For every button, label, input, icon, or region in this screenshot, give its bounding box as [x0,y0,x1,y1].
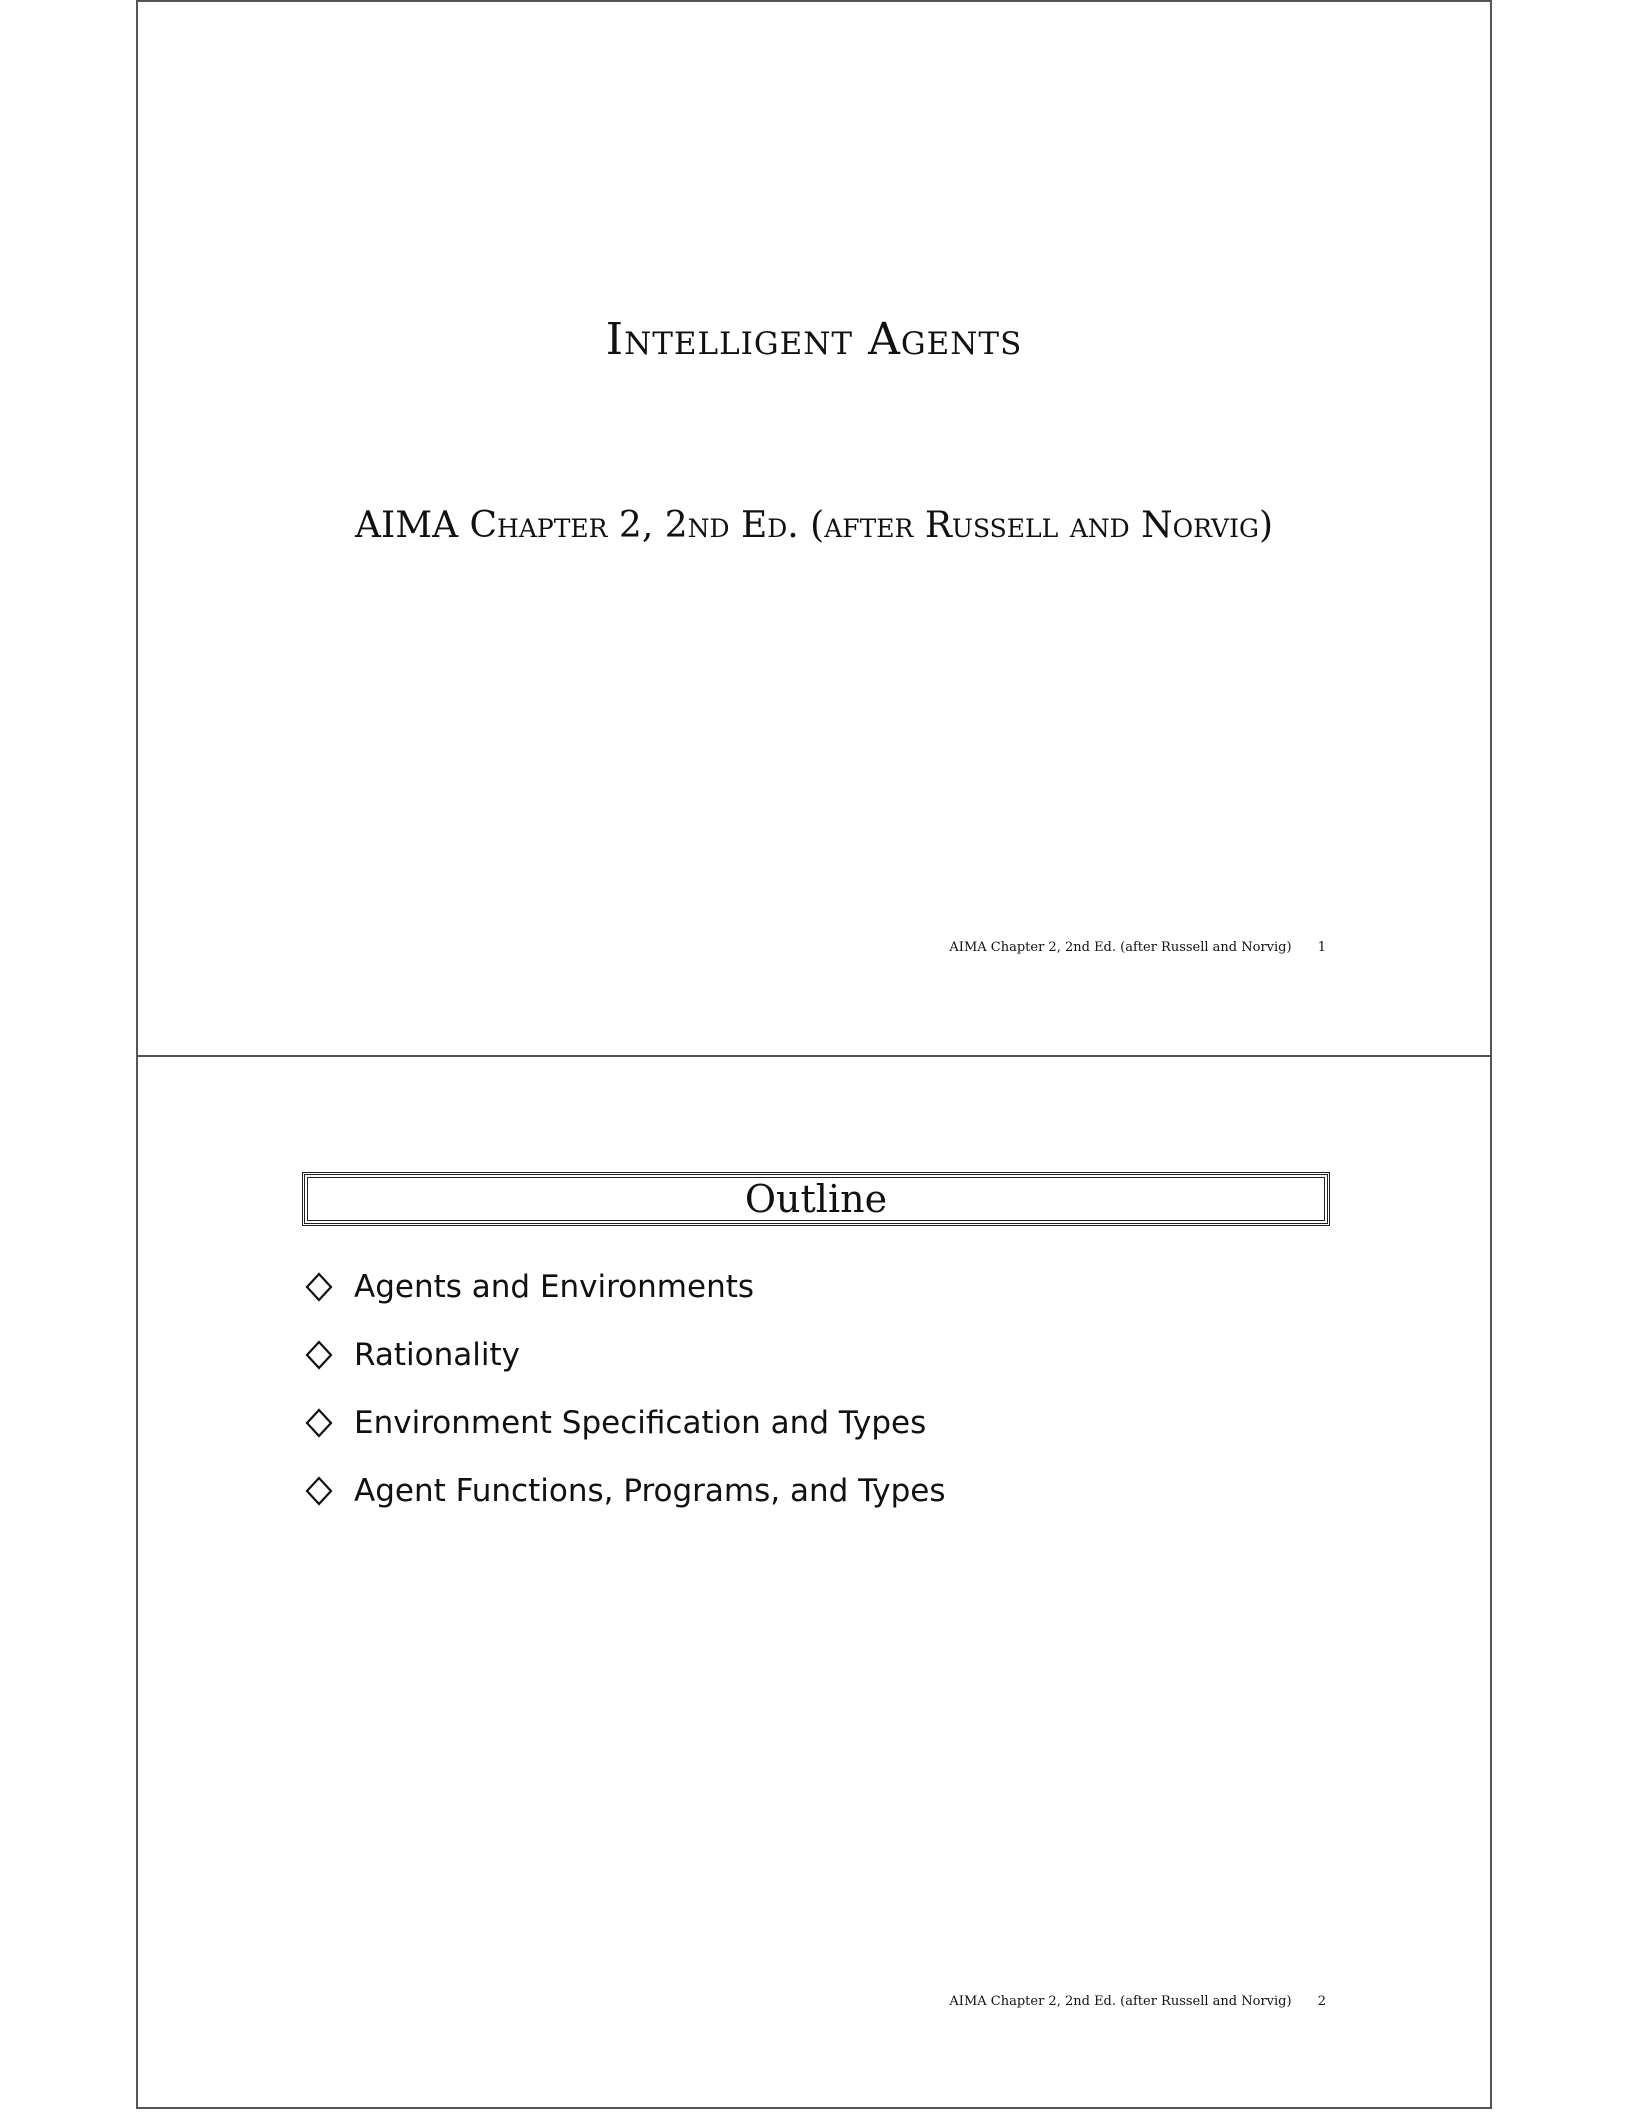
footer-text: AIMA Chapter 2, 2nd Ed. (after Russell and Norvig) [949,940,1292,955]
list-item [304,1253,946,1321]
outline-heading: Outline [744,1177,888,1221]
list-item [304,1389,946,1457]
slide-outline [138,1055,1490,2111]
slide-footer [949,940,1326,955]
diamond-outline-icon [304,1476,334,1506]
list-item-label: Agents and Environments [354,1269,755,1305]
slide-title-subtitle: AIMA Chapter 2, 2nd Ed. (after Russell and Norvig) [354,505,1273,546]
diamond-outline-icon [304,1408,334,1438]
diamond-outline-icon [304,1272,334,1302]
diamond-outline-icon [304,1340,334,1370]
slide-title [138,2,1490,1055]
list-item [304,1321,946,1389]
list-item [304,1457,946,1525]
slide-footer [949,1994,1326,2009]
slide-title-heading: Intelligent Agents [605,314,1023,365]
document-page [136,0,1492,2109]
list-item-label: Rationality [354,1337,520,1373]
footer-text: AIMA Chapter 2, 2nd Ed. (after Russell and Norvig) [949,1994,1292,2009]
page-number: 1 [1317,940,1326,955]
outline-list [304,1253,946,1525]
list-item-label: Agent Functions, Programs, and Types [354,1473,946,1509]
outline-heading-box [302,1172,1330,1226]
page-number: 2 [1317,1994,1326,2009]
list-item-label: Environment Specification and Types [354,1405,927,1441]
